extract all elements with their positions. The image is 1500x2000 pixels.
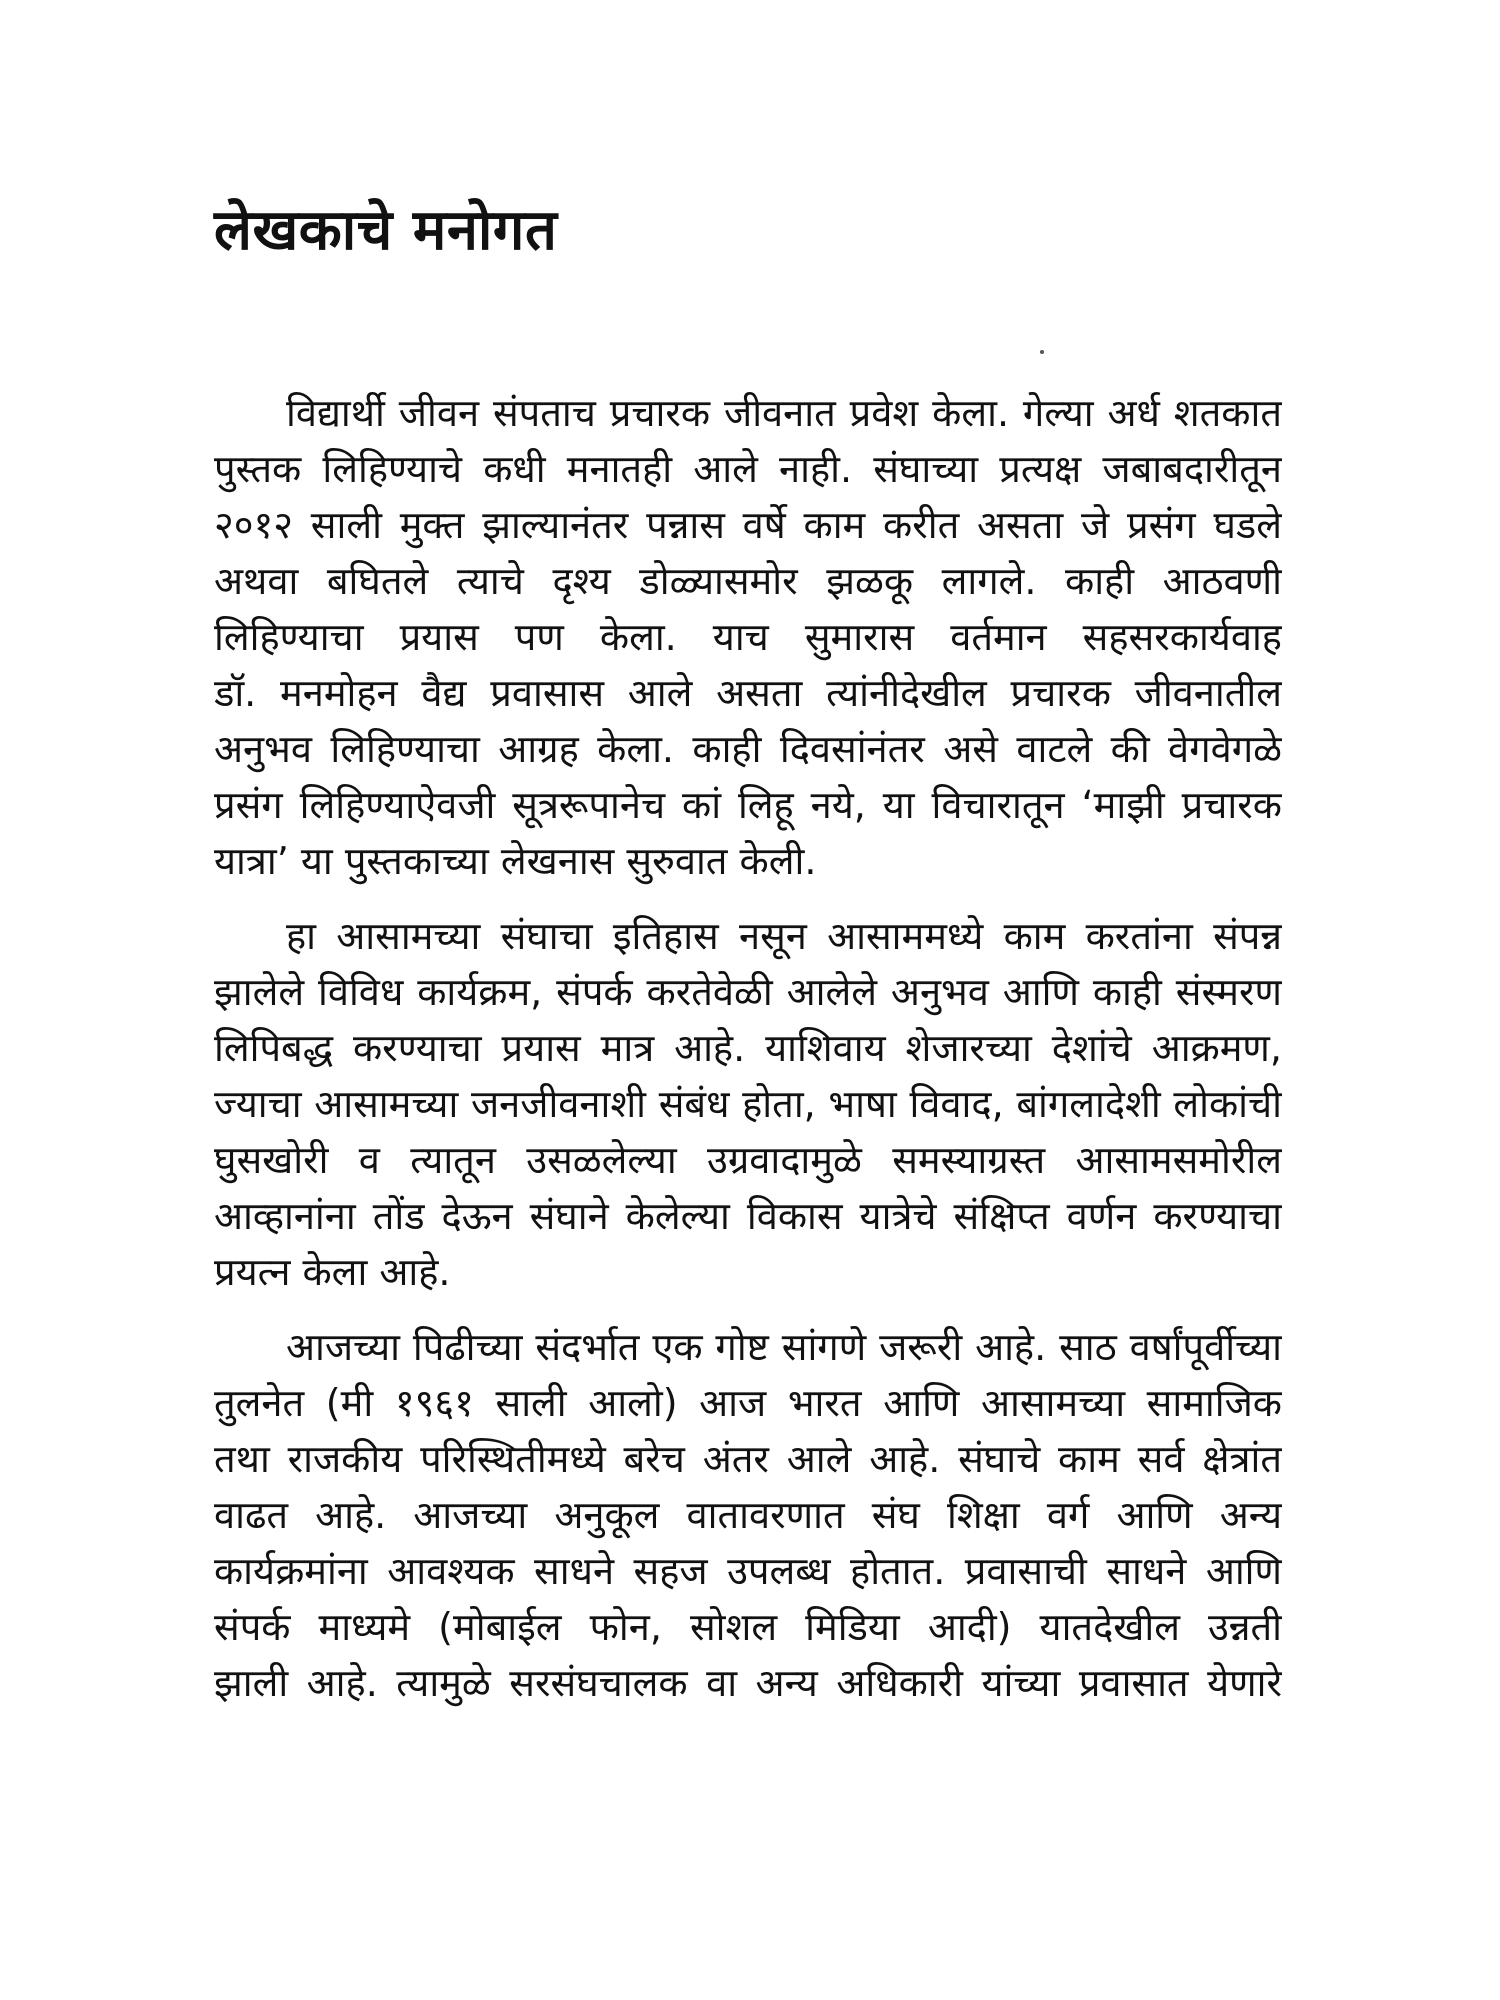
text-line: ज्याचा आसामच्या जनजीवनाशी संबंध होता, भाषा विवाद, बांगलादेशी लोकांची	[214, 1082, 1282, 1126]
text-line: वाढत आहे. आजच्या अनुकूल वातावरणात संघ शिक्षा वर्ग आणि अन्य	[214, 1493, 1282, 1537]
text-line: लिहिण्याचा प्रयास पण केला. याच सुमारास वर्तमान सहसरकार्यवाह	[214, 615, 1282, 659]
text-line: लिपिबद्ध करण्याचा प्रयास मात्र आहे. याशिवाय शेजारच्या देशांचे आक्रमण,	[214, 1026, 1282, 1070]
page-title: लेखकाचे मनोगत	[214, 198, 558, 263]
text-line: आव्हानांना तोंड देऊन संघाने केलेल्या विकास यात्रेचे संक्षिप्त वर्णन करण्याचा	[214, 1194, 1282, 1238]
text-line: झाली आहे. त्यामुळे सरसंघचालक वा अन्य अधिकारी यांच्या प्रवासात येणारे	[214, 1661, 1282, 1705]
text-line: तथा राजकीय परिस्थितीमध्ये बरेच अंतर आले आहे. संघाचे काम सर्व क्षेत्रांत	[214, 1437, 1282, 1481]
text-line: प्रसंग लिहिण्याऐवजी सूत्ररूपानेच कां लिहू नये, या विचारातून ‘माझी प्रचारक	[214, 783, 1282, 827]
text-line: आजच्या पिढीच्या संदर्भात एक गोष्ट सांगणे जरूरी आहे. साठ वर्षांपूर्वीच्या	[286, 1325, 1282, 1369]
text-line: पुस्तक लिहिण्याचे कधी मनातही आले नाही. संघाच्या प्रत्यक्ष जबाबदारीतून	[214, 447, 1282, 491]
text-line: विद्यार्थी जीवन संपताच प्रचारक जीवनात प्रवेश केला. गेल्या अर्ध शतकात	[286, 391, 1282, 435]
text-line: घुसखोरी व त्यातून उसळलेल्या उग्रवादामुळे समस्याग्रस्त आसामसमोरील	[214, 1138, 1282, 1182]
text-line: संपर्क माध्यमे (मोबाईल फोन, सोशल मिडिया आदी) यातदेखील उन्नती	[214, 1605, 1282, 1649]
text-line: अथवा बघितले त्याचे दृश्य डोळ्यासमोर झळकू लागले. काही आठवणी	[214, 559, 1282, 603]
text-line: कार्यक्रमांना आवश्यक साधने सहज उपलब्ध होतात. प्रवासाची साधने आणि	[214, 1549, 1282, 1593]
text-line: तुलनेत (मी १९६१ साली आलो) आज भारत आणि आसामच्या सामाजिक	[214, 1381, 1282, 1425]
text-line: झालेले विविध कार्यक्रम, संपर्क करतेवेळी आलेले अनुभव आणि काही संस्मरण	[214, 970, 1282, 1014]
text-line: प्रयत्न केला आहे.	[214, 1250, 451, 1294]
text-line: हा आसामच्या संघाचा इतिहास नसून आसाममध्ये काम करतांना संपन्न	[286, 914, 1282, 958]
text-line: यात्रा’ या पुस्तकाच्या लेखनास सुरुवात केली.	[214, 839, 817, 883]
text-line: डॉ. मनमोहन वैद्य प्रवासास आले असता त्यांनीदेखील प्रचारक जीवनातील	[214, 671, 1282, 715]
text-line: २०१२ साली मुक्त झाल्यानंतर पन्नास वर्षे काम करीत असता जे प्रसंग घडले	[214, 503, 1282, 547]
text-line: अनुभव लिहिण्याचा आग्रह केला. काही दिवसांनंतर असे वाटले की वेगवेगळे	[214, 727, 1282, 771]
print-speck	[1040, 350, 1044, 354]
